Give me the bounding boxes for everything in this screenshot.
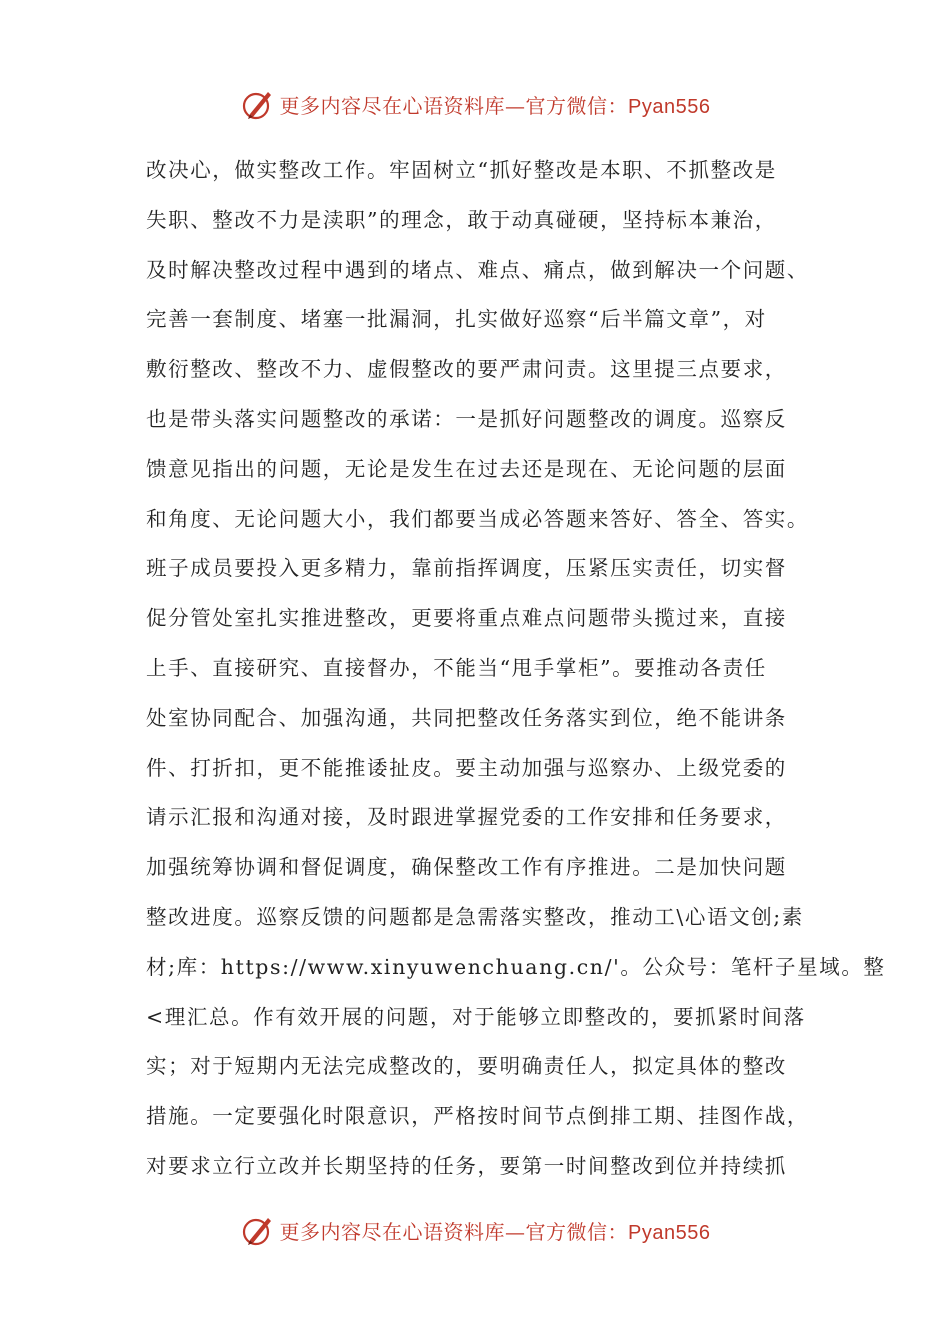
text-line-2: 失职、整改不力是渎职”的理念，敢于动真碰硬，坚持标本兼治，	[146, 207, 777, 232]
text-line-11: 上手、直接研究、直接督办，不能当“甩手掌柜”。要推动各责任	[146, 655, 767, 680]
text-line-6: 也是带头落实问题整改的承诺：一是抓好问题整改的调度。巡察反	[146, 406, 787, 431]
footer-banner	[0, 1208, 950, 1252]
text-line-18: <理汇总。作有效开展的问题，对于能够立即整改的，要抓紧时间落	[146, 1004, 806, 1029]
text-line-16: 整改进度。巡察反馈的问题都是急需落实整改，推动工\心语文创;素	[146, 904, 804, 929]
text-line-21: 对要求立行立改并长期坚持的任务，要第一时间整改到位并持续抓	[146, 1153, 787, 1178]
header-wechat-handle: Pyan556	[628, 95, 711, 118]
text-line-3: 及时解决整改过程中遇到的堵点、难点、痛点，做到解决一个问题、	[146, 257, 809, 282]
footer-wechat-handle: Pyan556	[628, 1221, 711, 1244]
text-line-5: 敷衍整改、整改不力、虚假整改的要严肃问责。这里提三点要求，	[146, 357, 787, 382]
text-line-9: 班子成员要投入更多精力，靠前指挥调度，压紧压实责任，切实督	[146, 556, 787, 581]
text-line-19: 实；对于短期内无法完成整改的，要明确责任人，拟定具体的整改	[146, 1054, 787, 1079]
text-line-20: 措施。一定要强化时限意识，严格按时间节点倒排工期、挂图作战，	[146, 1104, 809, 1129]
pen-circle-icon	[240, 86, 276, 122]
text-line-8: 和角度、无论问题大小，我们都要当成必答题来答好、答全、答实。	[146, 506, 809, 531]
header-banner-label: 更多内容尽在心语资料库—官方微信：	[279, 93, 629, 118]
text-line-7: 馈意见指出的问题，无论是发生在过去还是现在、无论问题的层面	[146, 456, 787, 481]
text-line-17: 材;库：https://www.xinyuwenchuang.cn/'。公众号：笔杆子星域。整	[146, 954, 886, 979]
text-line-4: 完善一套制度、堵塞一批漏洞，扎实做好巡察“后半篇文章”，对	[146, 307, 767, 332]
text-line-13: 件、打折扣，更不能推诿扯皮。要主动加强与巡察办、上级党委的	[146, 755, 787, 780]
text-line-1: 改决心，做实整改工作。牢固树立“抓好整改是本职、不抓整改是	[146, 158, 777, 182]
text-line-12: 处室协同配合、加强沟通，共同把整改任务落实到位，绝不能讲条	[146, 705, 787, 730]
footer-banner-text	[280, 1216, 711, 1245]
header-banner	[0, 82, 950, 126]
text-line-10: 促分管处室扎实推进整改，更要将重点难点问题带头揽过来，直接	[146, 606, 787, 631]
text-line-14: 请示汇报和沟通对接，及时跟进掌握党委的工作安排和任务要求，	[146, 805, 787, 830]
pen-circle-icon	[240, 1212, 276, 1248]
document-body	[146, 146, 886, 1192]
text-line-15: 加强统筹协调和督促调度，确保整改工作有序推进。二是加快问题	[146, 855, 787, 880]
header-banner-text	[280, 90, 711, 119]
footer-banner-label: 更多内容尽在心语资料库—官方微信：	[279, 1219, 629, 1244]
